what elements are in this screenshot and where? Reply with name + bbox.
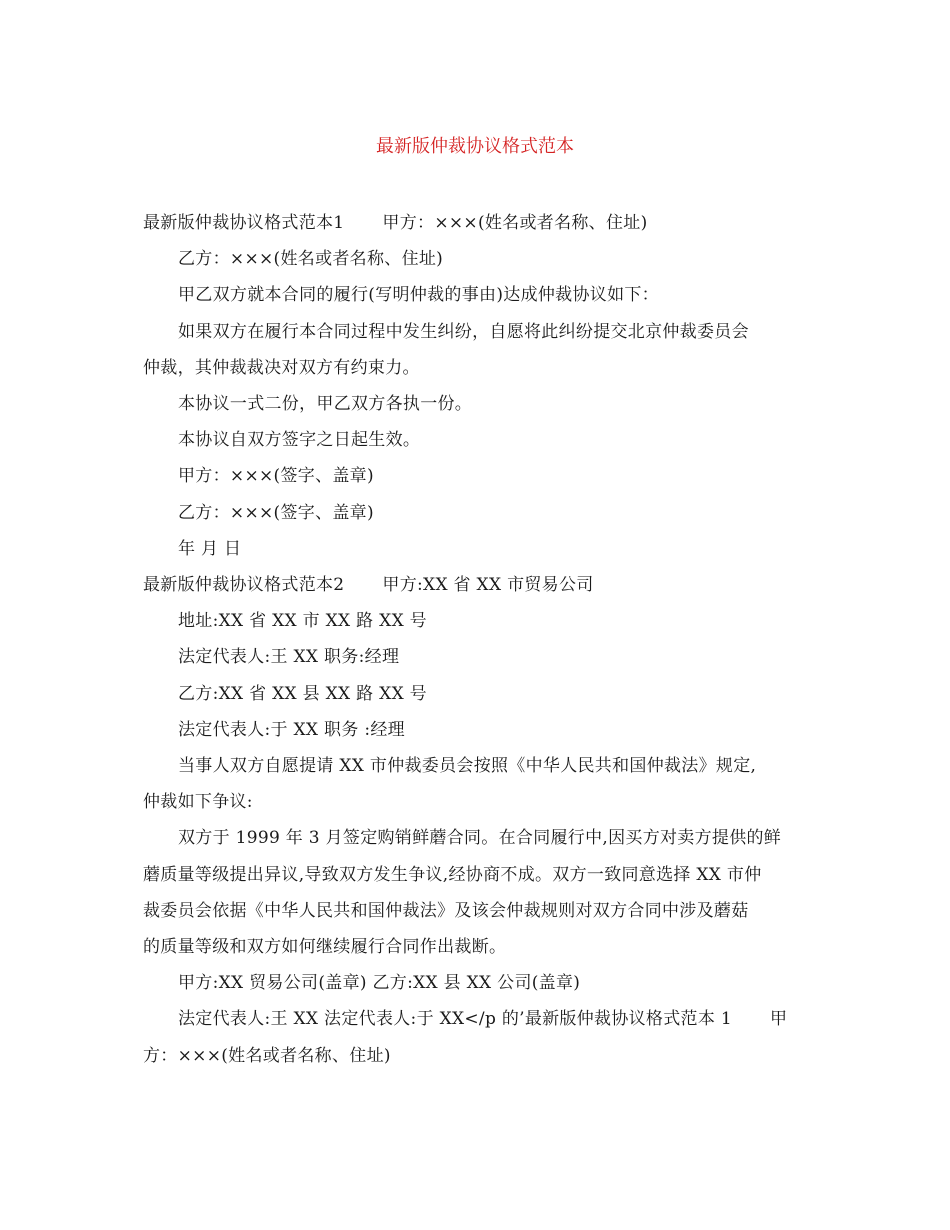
- sample2-request-line2: 仲裁如下争议:: [143, 792, 253, 813]
- sample2-reps-line2: 方：×××(姓名或者名称、住址): [143, 1045, 391, 1066]
- sample2-dispute-line4: 的质量等级和双方如何继续履行合同作出裁断。: [143, 937, 507, 958]
- sample2-dispute-line3: 裁委员会依据《中华人民共和国仲裁法》及该会仲裁规则对双方合同中涉及蘑菇: [143, 900, 749, 921]
- sample1-heading: 最新版仲裁协议格式范本1: [143, 213, 345, 233]
- sample2-request-line1: 当事人双方自愿提请 XX 市仲裁委员会按照《中华人民共和国仲裁法》规定,: [178, 756, 757, 777]
- sample2-dispute-line2: 蘑质量等级提出异议,导致双方发生争议,经协商不成。双方一致同意选择 XX 市仲: [143, 864, 762, 885]
- sample2-address-a: 地址:XX 省 XX 市 XX 路 XX 号: [178, 611, 427, 632]
- sample2-rep-b: 法定代表人:于 XX 职务 :经理: [178, 719, 405, 740]
- sample2-seals: 甲方:XX 贸易公司(盖章) 乙方:XX 县 XX 公司(盖章): [178, 973, 581, 994]
- sample2-reps-line1: [143, 1001, 803, 1037]
- sample1-sign-b: 乙方：×××(签字、盖章): [178, 502, 374, 523]
- sample1-party-a: 甲方：×××(姓名或者名称、住址): [382, 213, 648, 233]
- sample1-party-b: 乙方：×××(姓名或者名称、住址): [178, 249, 444, 270]
- sample2-reps-tail: 甲: [769, 1009, 788, 1030]
- sample1-sign-a: 甲方：×××(签字、盖章): [178, 466, 374, 487]
- document-title: 最新版仲裁协议格式范本: [376, 136, 574, 157]
- sample2-dispute-line1: 双方于 1999 年 3 月签定购销鲜蘑合同。在合同履行中,因买方对卖方提供的鲜: [178, 828, 782, 849]
- document-body: [143, 205, 803, 1074]
- sample2-party-a: 甲方:XX 省 XX 市贸易公司: [382, 575, 594, 596]
- sample2-heading: 最新版仲裁协议格式范本2: [143, 575, 345, 596]
- sample2-party-b: 乙方:XX 省 XX 县 XX 路 XX 号: [178, 683, 427, 704]
- sample2-heading-line: [143, 567, 803, 603]
- sample1-effective: 本协议自双方签字之日起生效。: [178, 430, 421, 451]
- sample1-copies: 本协议一式二份，甲乙双方各执一份。: [178, 394, 473, 415]
- sample2-reps-text: 法定代表人:王 XX 法定代表人:于 XX</p 的’最新版仲裁协议格式范本 1: [178, 1009, 732, 1030]
- sample1-date: 年 月 日: [178, 538, 242, 559]
- sample1-intro: 甲乙双方就本合同的履行(写明仲裁的事由)达成仲裁协议如下：: [178, 285, 659, 306]
- sample2-rep-a: 法定代表人:王 XX 职务:经理: [178, 647, 400, 668]
- sample1-heading-line: [143, 205, 803, 241]
- sample1-clause-line2: 仲裁，其仲裁裁决对双方有约束力。: [143, 357, 420, 378]
- sample1-clause-line1: 如果双方在履行本合同过程中发生纠纷，自愿将此纠纷提交北京仲裁委员会: [178, 321, 749, 342]
